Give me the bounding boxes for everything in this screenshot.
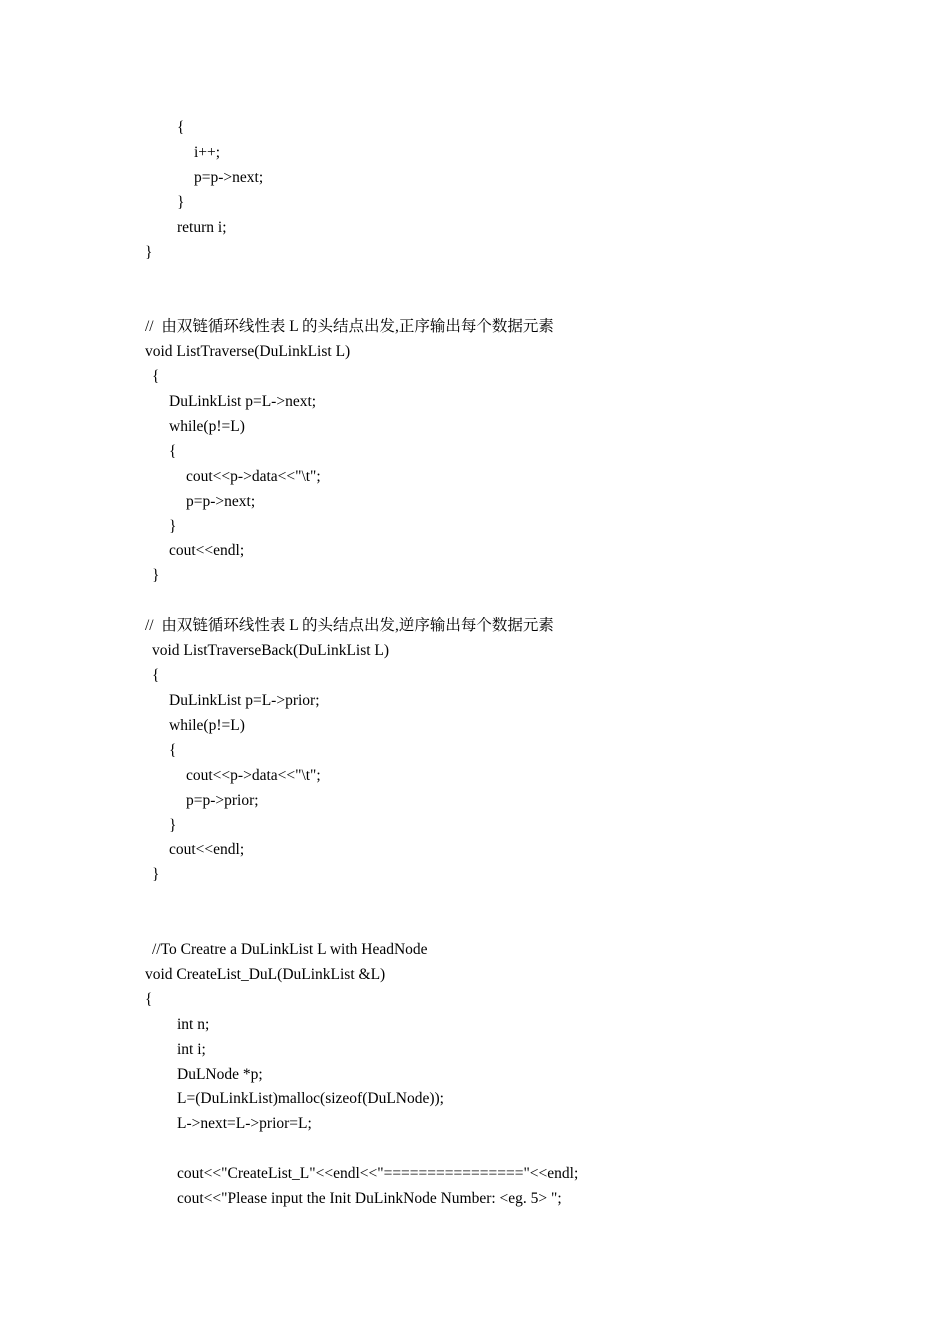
code-line: cout<<endl;: [169, 841, 245, 858]
code-comment: //To Creatre a DuLinkList L with HeadNode: [152, 941, 428, 958]
code-comment: // 由双链循环线性表 L 的头结点出发,逆序输出每个数据元素: [145, 617, 554, 634]
code-line: {: [152, 667, 160, 684]
code-line: p=p->next;: [186, 493, 256, 510]
code-line: void ListTraverse(DuLinkList L): [145, 343, 351, 360]
code-line: }: [177, 194, 185, 211]
code-line: }: [152, 866, 160, 883]
code-line: }: [169, 817, 177, 834]
code-line: DuLinkList p=L->prior;: [169, 692, 320, 709]
code-line: int i;: [177, 1041, 206, 1058]
code-line: }: [169, 518, 177, 535]
code-line: L->next=L->prior=L;: [177, 1115, 312, 1132]
code-line: while(p!=L): [169, 717, 245, 734]
code-line: p=p->prior;: [186, 792, 259, 809]
code-line: cout<<endl;: [169, 542, 245, 559]
code-line: cout<<p->data<<"\t";: [186, 468, 321, 485]
code-line: int n;: [177, 1016, 210, 1033]
code-line: i++;: [194, 144, 221, 161]
code-line: void ListTraverseBack(DuLinkList L): [152, 642, 390, 659]
code-line: DuLinkList p=L->next;: [169, 393, 317, 410]
code-line: return i;: [177, 219, 227, 236]
code-line: cout<<"CreateList_L"<<endl<<"================"<<endl;: [177, 1165, 579, 1182]
code-line: {: [177, 119, 185, 136]
code-line: while(p!=L): [169, 418, 245, 435]
code-line: L=(DuLinkList)malloc(sizeof(DuLNode));: [177, 1090, 444, 1107]
code-line: cout<<p->data<<"\t";: [186, 767, 321, 784]
code-line: }: [152, 567, 160, 584]
code-line: p=p->next;: [194, 169, 264, 186]
code-comment: // 由双链循环线性表 L 的头结点出发,正序输出每个数据元素: [145, 318, 554, 335]
code-line: }: [145, 244, 153, 261]
code-line: DuLNode *p;: [177, 1066, 263, 1083]
code-line: void CreateList_DuL(DuLinkList &L): [145, 966, 386, 983]
code-line: cout<<"Please input the Init DuLinkNode Number: <eg. 5> ";: [177, 1190, 562, 1207]
code-line: {: [145, 991, 153, 1008]
code-line: {: [152, 368, 160, 385]
code-line: {: [169, 742, 177, 759]
code-line: {: [169, 443, 177, 460]
